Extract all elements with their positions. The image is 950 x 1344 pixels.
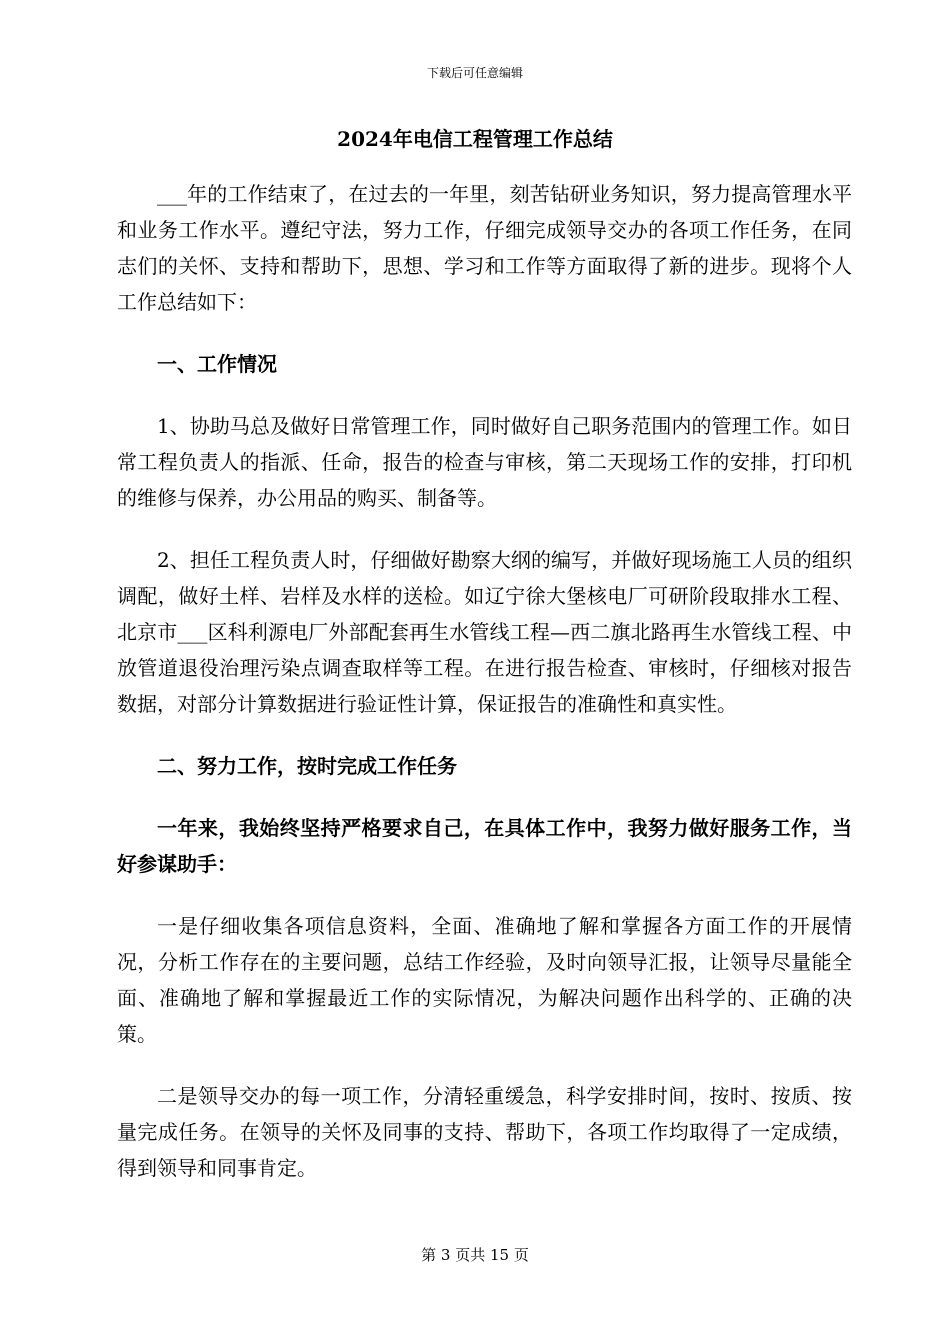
section-heading-tasks: 二、努力工作，按时完成工作任务 [157,754,457,778]
tasks-intro-paragraph: 一年来，我始终坚持严格要求自己，在具体工作中，我努力做好服务工作，当好参谋助手： [117,816,852,876]
task-point-1-paragraph: 一是仔细收集各项信息资料，全面、准确地了解和掌握各方面工作的开展情况，分析工作存在的主要问题，总结工作经验，及时向领导汇报，让领导尽量能全面、准确地了解和掌握最近工作的实际情况，为解决问题作出科学的、正确的决策。 [117,914,852,1046]
page-header: 下载后可任意编辑 [426,66,523,80]
document-body [117,176,852,1186]
page-number-footer: 第 3 页共 15 页 [421,1246,529,1264]
intro-paragraph: ___年的工作结束了，在过去的一年里，刻苦钻研业务知识，努力提高管理水平和业务工作水平。遵纪守法，努力工作，仔细完成领导交办的各项工作任务，在同志们的关怀、支持和帮助下，思想、学习和工作等方面取得了新的进步。现将个人工作总结如下： [117,182,852,314]
section-heading-work-status: 一、工作情况 [157,352,277,376]
task-point-2-paragraph: 二是领导交办的每一项工作，分清轻重缓急，科学安排时间，按时、按质、按量完成任务。在领导的关怀及同事的支持、帮助下，各项工作均取得了一定成绩，得到领导和同事肯定。 [117,1084,852,1180]
work-item-2-paragraph: 2、担任工程负责人时，仔细做好勘察大纲的编写，并做好现场施工人员的组织调配，做好土样、岩样及水样的送检。如辽宁徐大堡核电厂可研阶段取排水工程、北京市___区科利源电厂外部配套再生水管线工程—西二旗北路再生水管线工程、中放管道退役治理污染点调查取样等工程。在进行报告检查、审核时，仔细核对报告数据，对部分计算数据进行验证性计算，保证报告的准确性和真实性。 [117,548,852,716]
document-title: 2024年电信工程管理工作总结 [337,127,613,151]
work-item-1-paragraph: 1、协助马总及做好日常管理工作，同时做好自己职务范围内的管理工作。如日常工程负责人的指派、任命，报告的检查与审核，第二天现场工作的安排，打印机的维修与保养，办公用品的购买、制备等。 [117,414,852,510]
